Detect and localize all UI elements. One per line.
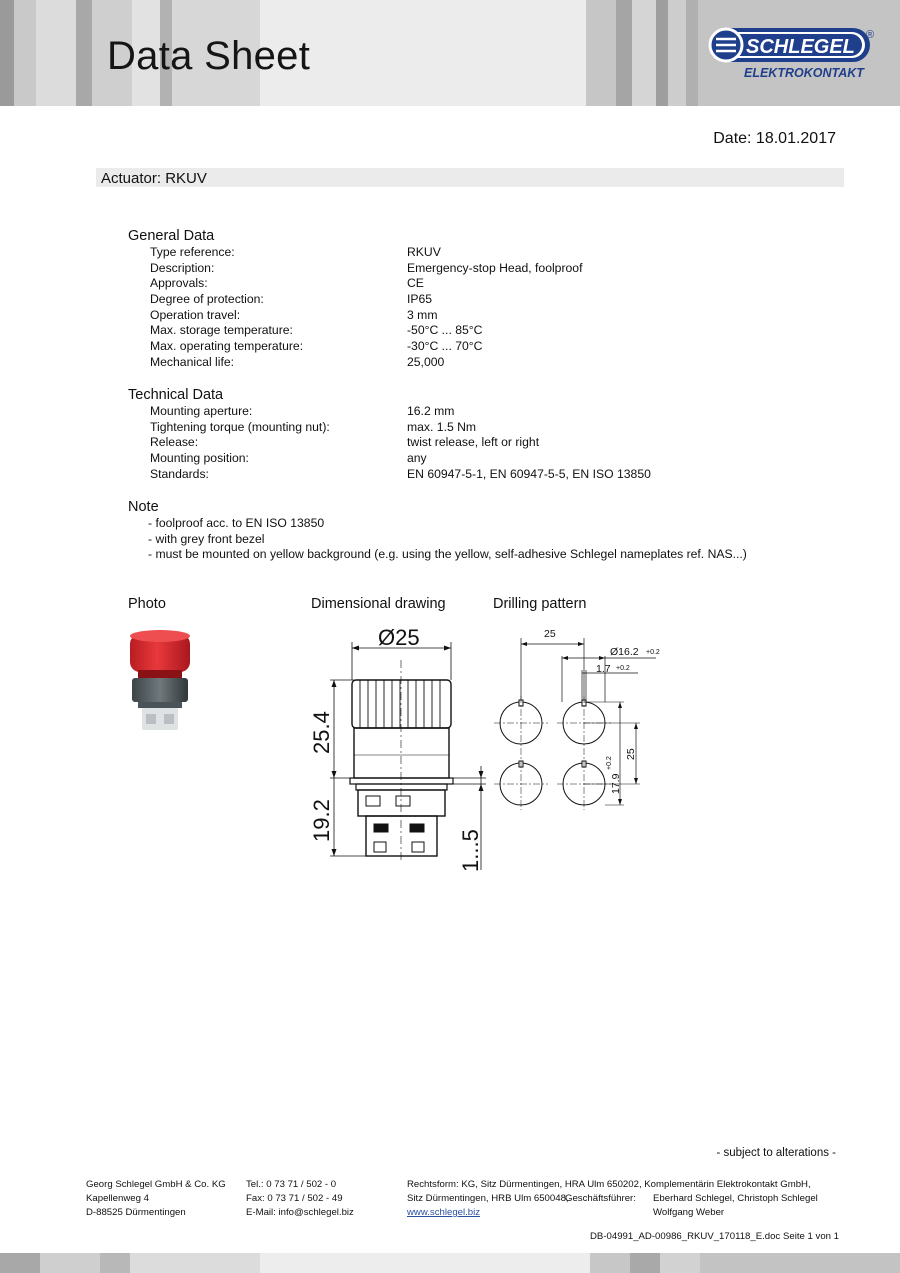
spec-value: CE xyxy=(407,276,424,291)
spec-label: Approvals: xyxy=(150,276,208,291)
spec-value: Emergency-stop Head, foolproof xyxy=(407,260,583,275)
spec-value: twist release, left or right xyxy=(407,435,540,450)
section-bar xyxy=(96,168,844,187)
company-street: Kapellenweg 4 xyxy=(86,1193,149,1204)
dimensional-drawing-label: Dimensional drawing xyxy=(311,596,446,612)
managers-line-1: Eberhard Schlegel, Christoph Schlegel xyxy=(653,1193,818,1204)
legal-info xyxy=(407,1178,847,1220)
note-list xyxy=(148,516,747,563)
logo-sub-text: ELEKTROKONTAKT xyxy=(744,66,864,80)
logo-brand-text: SCHLEGEL xyxy=(746,36,855,58)
drill-key-depth: 17.9 xyxy=(610,773,622,794)
product-photo xyxy=(124,626,198,738)
document-reference: DB-04991_AD-00986_RKUV_170118_E.doc xyxy=(590,1231,781,1242)
drilling-pattern-label: Drilling pattern xyxy=(493,596,587,612)
schlegel-logo xyxy=(702,22,888,84)
dim-panel-thickness: 1...5 xyxy=(458,829,483,872)
dimensional-drawing xyxy=(300,620,490,875)
spec-label: Degree of protection: xyxy=(150,292,264,307)
footer-band xyxy=(0,1253,900,1273)
spec-value: -30°C ... 70°C xyxy=(407,339,483,354)
document-date: Date: 18.01.2017 xyxy=(713,130,836,147)
subject-to-alterations: - subject to alterations - xyxy=(716,1147,836,1159)
technical-data-values xyxy=(407,404,651,482)
company-city: D-88525 Dürmentingen xyxy=(86,1207,186,1218)
contact-email[interactable]: E-Mail: info@schlegel.biz xyxy=(246,1207,354,1218)
spec-label: Max. storage temperature: xyxy=(150,323,293,338)
page-title: Data Sheet xyxy=(107,34,311,78)
drill-diameter-tol: +0.2 xyxy=(646,649,660,656)
spec-label: Description: xyxy=(150,260,215,275)
drill-key-depth-tol: +0.2 xyxy=(606,756,613,770)
spec-label: Mounting position: xyxy=(150,451,249,466)
drill-diameter: Ø16.2 xyxy=(610,646,639,658)
spec-label: Mechanical life: xyxy=(150,354,234,369)
section-title: Actuator: RKUV xyxy=(101,170,207,187)
spec-value: 25,000 xyxy=(407,354,445,369)
note-item: - must be mounted on yellow background (e.g. using the yellow, self-adhesive Schlegel nameplates ref. NAS...) xyxy=(148,547,747,562)
drill-key-width: 1.7 xyxy=(596,663,611,675)
spec-value: 3 mm xyxy=(407,307,438,322)
contact-phone: Tel.: 0 73 71 / 502 - 0 xyxy=(246,1179,337,1190)
spec-label: Max. operating temperature: xyxy=(150,339,304,354)
spec-value: RKUV xyxy=(407,245,441,259)
photo-label: Photo xyxy=(128,596,166,612)
spec-value: EN 60947-5-1, EN 60947-5-5, EN ISO 13850 xyxy=(407,466,651,481)
spec-value: IP65 xyxy=(407,292,433,307)
registered-mark: ® xyxy=(866,29,875,41)
technical-data-labels xyxy=(150,404,330,482)
spec-label: Type reference: xyxy=(150,245,235,259)
spec-label: Operation travel: xyxy=(150,307,241,322)
spec-label: Release: xyxy=(150,435,199,450)
technical-data-heading: Technical Data xyxy=(128,387,224,403)
dim-height-upper: 25.4 xyxy=(309,711,334,754)
note-item: - foolproof acc. to EN ISO 13850 xyxy=(148,516,325,530)
note-item: - with grey front bezel xyxy=(148,531,265,546)
dim-height-lower: 19.2 xyxy=(309,799,334,842)
spec-label: Tightening torque (mounting nut): xyxy=(150,419,330,434)
spec-value: any xyxy=(407,451,427,466)
general-data-heading: General Data xyxy=(128,228,215,244)
drill-spacing-h: 25 xyxy=(544,628,556,640)
spec-value: -50°C ... 85°C xyxy=(407,323,483,338)
drill-key-tol: +0.2 xyxy=(616,665,630,672)
general-data-labels xyxy=(150,245,303,371)
company-contact xyxy=(246,1178,354,1220)
page-number: Seite 1 von 1 xyxy=(783,1231,840,1242)
note-heading: Note xyxy=(128,499,159,515)
dim-diameter: Ø25 xyxy=(378,625,420,650)
spec-value: max. 1.5 Nm xyxy=(407,419,477,434)
drilling-pattern-drawing xyxy=(490,620,670,815)
spec-label: Standards: xyxy=(150,466,209,481)
company-name: Georg Schlegel GmbH & Co. KG xyxy=(86,1179,226,1190)
spec-label: Mounting aperture: xyxy=(150,404,253,418)
contact-fax: Fax: 0 73 71 / 502 - 49 xyxy=(246,1193,343,1204)
company-address xyxy=(86,1178,226,1220)
managers-label: Geschäftsführer: xyxy=(565,1193,636,1204)
spec-value: 16.2 mm xyxy=(407,404,455,418)
managers-line-2: Wolfgang Weber xyxy=(653,1207,725,1218)
legal-line-1: Rechtsform: KG, Sitz Dürmentingen, HRA Ulm 650202, Komplementärin Elektrokontakt GmbH, xyxy=(407,1179,811,1190)
website-link[interactable]: www.schlegel.biz xyxy=(407,1207,481,1218)
legal-line-2: Sitz Dürmentingen, HRB Ulm 650048, xyxy=(407,1193,569,1204)
general-data-values xyxy=(407,245,582,371)
drill-spacing-v: 25 xyxy=(625,748,637,760)
